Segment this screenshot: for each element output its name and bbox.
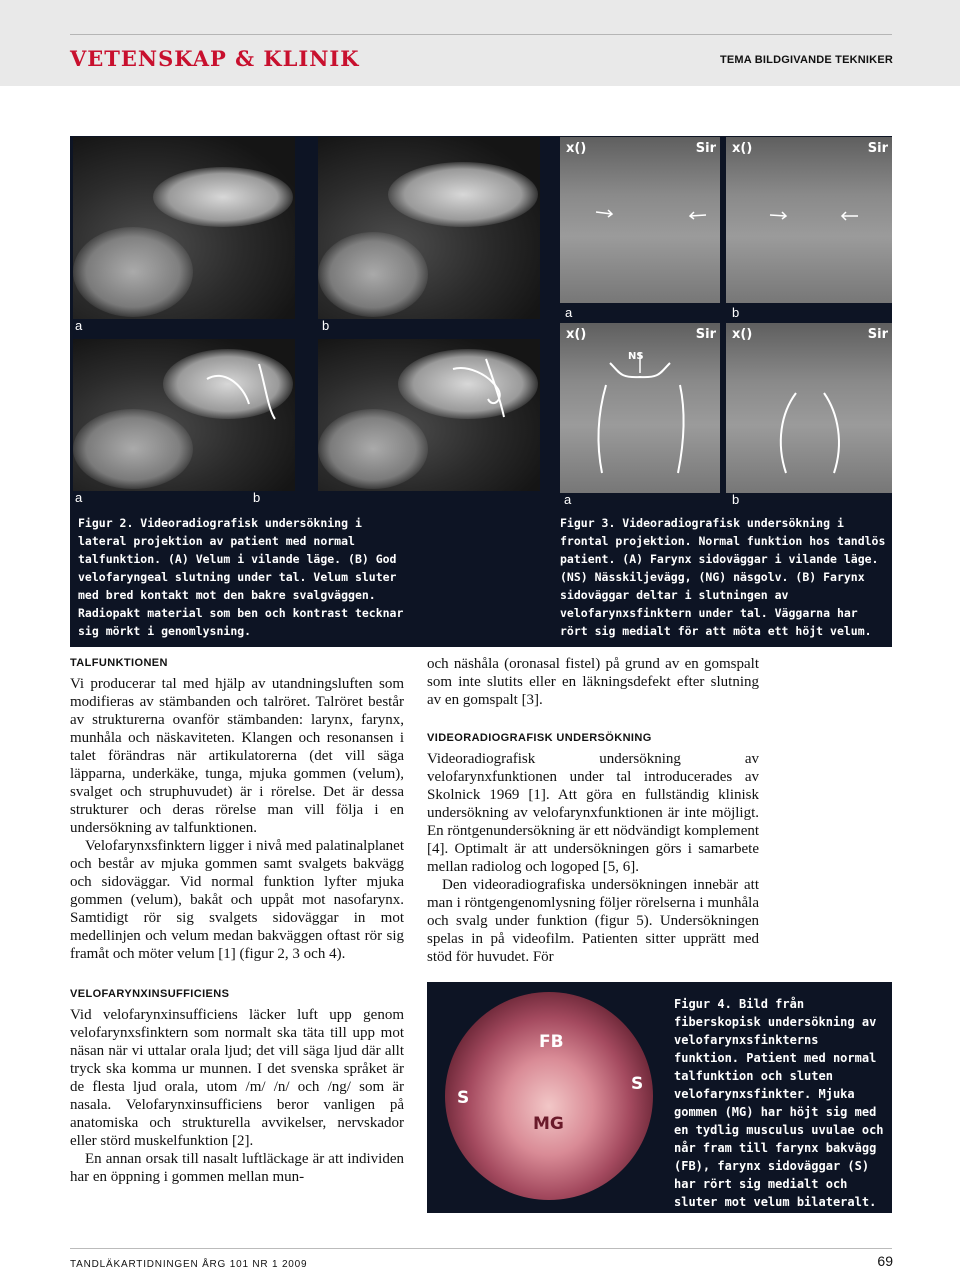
journal-footer: TANDLÄKARTIDNINGEN ÅRG 101 NR 1 2009 (70, 1259, 308, 1270)
fig4-label-mg: MG (533, 1114, 564, 1134)
fig2-image-a-top (73, 137, 295, 319)
arrow-icon (726, 137, 892, 303)
header-bar (0, 0, 960, 86)
figure-panel (70, 136, 892, 647)
fig4-label-s-right: S (631, 1074, 644, 1094)
fig2-label-b-top: b (322, 318, 330, 333)
fig3-corner-label: Sir (867, 327, 888, 342)
fig3-image-a-bottom (560, 323, 720, 493)
fig2-image-b-bottom (318, 339, 540, 491)
figure4-caption: Figur 4. Bild från fiberskopisk undersökning av velofarynxsfinkterns funktion. Patient med normal talfunktion och sluten velofarynxsfinkter. Mjuka gommen (MG) har höjt sig med en tydlig musculus uvulae och når fram till farynx bakvägg (FB), farynx sidoväggar (S) har rört sig medialt och sluter mot velum bilateralt. (674, 997, 884, 1209)
fig3-label-b-bottom: b (732, 492, 740, 507)
paragraph: Vi producerar tal med hjälp av utandningsluften som modifieras av stämbanden och talröret. Talröret består av strukturerna ovanför stämbanden: larynx, farynx, munhåla och näskaviteten. Klangen och resonansen i talet förändras när artikulatorerna (det vill säga läpparna, underkäke, tunga, mjuka gommen (velum), svalget och struphuvudet) är i rörelse. Det är dessa strukturer och deras rörelse man vill följa i en undersökning av talfunktionen. (70, 676, 404, 836)
column-left (70, 654, 404, 1186)
paragraph: Videoradiografisk undersökning av velofarynxfunktionen under tal introducerades av Skolnick 1969 [1]. Att göra en fullständig klinisk undersökning av velofarynxfunktionen är inte möjligt. En röntgenundersökning är ett nödvändigt komplement [4]. Optimalt är att undersökningen görs i samarbete mellan radiolog och logoped [5, 6]. (427, 751, 760, 875)
fig3-corner-label: x() (566, 327, 587, 342)
fig3-corner-label: x() (566, 141, 587, 156)
heading-videoradiografisk: VIDEORADIOGRAFISK UNDERSÖKNING (427, 732, 652, 744)
arrow-icon (560, 137, 720, 303)
fig2-outline-a (73, 339, 295, 491)
fig3-corner-label: x() (732, 327, 753, 342)
fig3-ns-label: NS (628, 351, 644, 362)
fig2-label-b-bottom: b (253, 490, 261, 505)
footer-rule (70, 1248, 892, 1249)
fig2-label-a-top: a (75, 318, 83, 333)
fig3-corner-label: Sir (695, 327, 716, 342)
fig4-label-s-left: S (457, 1088, 470, 1108)
fig4-endoscopic-image (445, 992, 653, 1200)
theme-tag: TEMA BILDGIVANDE TEKNIKER (719, 54, 893, 66)
fig2-outline-b (318, 339, 540, 491)
page-number: 69 (877, 1253, 893, 1269)
column-right (427, 655, 759, 966)
fig3-label-a-bottom: a (564, 492, 572, 507)
fig3-image-b-top (726, 137, 892, 303)
section-brand: VETENSKAP & KLINIK (70, 46, 360, 71)
fig3-outline-b (726, 323, 892, 493)
fig2-image-a-bottom (73, 339, 295, 491)
fig2-image-b-top (318, 137, 540, 319)
paragraph: Velofarynxsfinktern ligger i nivå med palatinalplanet och består av mjuka gommen samt svalgets bakvägg och sidoväggar. Vid normal funktion lyfter mjuka gommen (velum), bakåt och uppåt mot nasofarynx. Samtidigt rör sig svalgets sidoväggar in mot medellinjen och velum medan bakväggen oftast rör sig framåt och möter velum [1] (figur 2, 3 och 4). (70, 838, 404, 962)
fig3-corner-label: Sir (867, 141, 888, 156)
paragraph: En annan orsak till nasalt luftläckage är att individen har en öppning i gommen mellan mun- (70, 1151, 404, 1185)
fig3-label-a-top: a (565, 305, 573, 320)
paragraph: och näshåla (oronasal fistel) på grund av en gomspalt som inte slutits eller en läkningsdefekt efter slutning av en gomspalt [3]. (427, 656, 759, 708)
fig3-label-b-top: b (732, 305, 740, 320)
fig3-corner-label: Sir (695, 141, 716, 156)
fig3-image-b-bottom (726, 323, 892, 493)
figure3-caption: Figur 3. Videoradiografisk undersökning i frontal projektion. Normal funktion hos tandlös patient. (A) Farynx sidoväggar i vilande läge. (NS) Nässkiljevägg, (NG) näsgolv. (B) Farynx sidoväggar deltar i slutningen av velofarynxsfinktern under tal. Väggarna har rört sig medialt för att möta ett höjt velum. (560, 516, 886, 638)
figure4-panel (427, 982, 892, 1213)
heading-velofarynxinsufficiens: VELOFARYNXINSUFFICIENS (70, 988, 230, 1000)
fig3-corner-label: x() (732, 141, 753, 156)
paragraph: Vid velofarynxinsufficiens läcker luft upp genom velofarynxsfinktern som normalt ska täta till upp mot näsan när vi uttalar orala ljud; det vill säga ljud där allt tryck ska komma ur munnen. I det svenska språket är de flesta ljud orala, utom /m/ /n/ och /ng/ som är nasala. Velofarynxinsufficiens beror vanligen på anatomiska och strukturella avvikelser, nervskador eller störd muskelfunktion [2]. (70, 1007, 404, 1149)
paragraph: Den videoradiografiska undersökningen innebär att man i röntgengenomlysning följer rörelserna i munhåla och svalg under funktion (figur 5). Undersökningen spelas in på videofilm. Patienten sitter upprätt med stöd för huvudet. För (427, 877, 759, 965)
heading-talfunktionen: TALFUNKTIONEN (70, 657, 168, 669)
fig4-label-fb: FB (539, 1032, 564, 1052)
fig3-image-a-top (560, 137, 720, 303)
fig2-label-a-bottom: a (75, 490, 83, 505)
header-rule (70, 34, 892, 35)
fig3-outline-a (560, 323, 720, 493)
figure2-caption: Figur 2. Videoradiografisk undersökning i lateral projektion av patient med normal talfunktion. (A) Velum i vilande läge. (B) God velofaryngeal slutning under tal. Velum sluter med bred kontakt mot den bakre svalgväggen. Radiopakt material som ben och kontrast tecknar sig mörkt i genomlysning. (78, 516, 404, 638)
